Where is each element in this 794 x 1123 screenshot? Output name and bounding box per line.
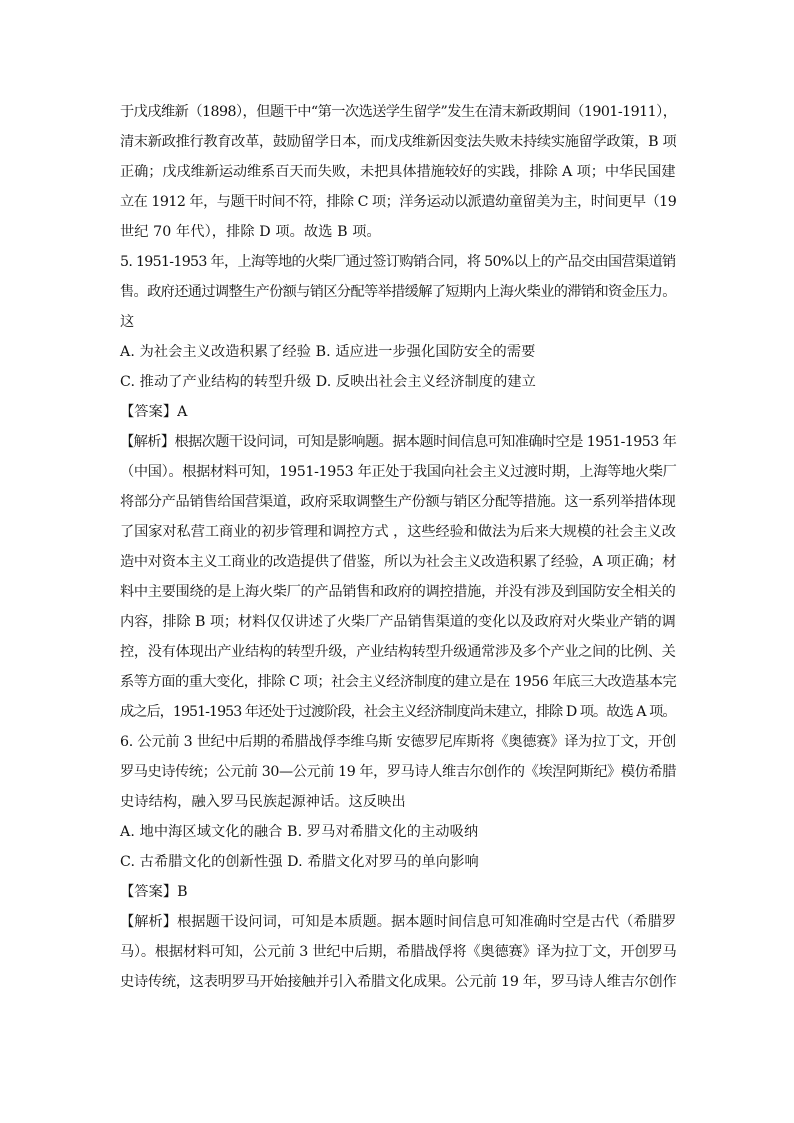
- question-6-stem: 史诗结构，融入罗马民族起源神话。这反映出: [120, 794, 406, 810]
- question-5-stem: 5. 1951-1953 年，上海等地的火柴厂通过签订购销合同，将 50%以上的产品交由国营渠道销: [120, 254, 676, 270]
- question-5-analysis: 系等方面的重大变化，排除 C 项；社会主义经济制度的建立是在 1956 年底三大改造基本完: [120, 674, 677, 690]
- question-6-answer: 【答案】B: [120, 884, 188, 900]
- question-6-analysis: 【解析】根据题干设问词，可知是本质题。据本题时间信息可知准确时空是古代（希腊罗: [120, 914, 677, 930]
- question-5-analysis: 了国家对私营工商业的初步管理和调控方式 ，这些经验和做法为后来大规模的社会主义改: [120, 524, 676, 540]
- question-5-analysis: 内容，排除 B 项；材料仅仅讲述了火柴厂产品销售渠道的变化以及政府对火柴业产销的调: [120, 614, 676, 630]
- text-line: 于戊戌维新（1898），但题干中“第一次选送学生留学”发生在清末新政期间（1901-1911），: [120, 104, 677, 120]
- text-line: 正确；戊戌维新运动维系百天而失败，未把具体措施较好的实践，排除 A 项；中华民国建: [120, 164, 676, 180]
- question-6-stem: 6. 公元前 3 世纪中后期的希腊战俘李维乌斯 安德罗尼库斯将《奥德赛》译为拉丁文，开创: [120, 734, 676, 750]
- question-5-stem: 售。政府还通过调整生产份额与销区分配等举措缓解了短期内上海火柴业的滞销和资金压力。: [120, 284, 676, 300]
- question-6-analysis: 马）。根据材料可知，公元前 3 世纪中后期，希腊战俘将《奥德赛》译为拉丁文，开创罗马: [120, 944, 677, 960]
- question-5-analysis: 控，没有体现出产业结构的转型升级，产业结构转型升级通常涉及多个产业之间的比例、关: [120, 644, 676, 660]
- text-line: 世纪 70 年代），排除 D 项。故选 B 项。: [120, 224, 381, 240]
- question-5-analysis: 成之后，1951-1953 年还处于过渡阶段，社会主义经济制度尚未建立，排除 D 项。故选 A 项。: [120, 704, 676, 720]
- question-5-analysis: 料中主要围绕的是上海火柴厂的产品销售和政府的调控措施，并没有涉及到国防安全相关的: [120, 584, 676, 600]
- text-line: 立在 1912 年，与题干时间不符，排除 C 项；洋务运动以派遣幼童留美为主，时间更早（19: [120, 194, 677, 210]
- question-5-options: A. 为社会主义改造积累了经验 B. 适应进一步强化国防安全的需要: [120, 344, 536, 360]
- question-5-stem: 这: [120, 314, 135, 330]
- question-5-analysis: （中国）。根据材料可知，1951-1953 年正处于我国向社会主义过渡时期，上海等地火柴厂: [120, 464, 677, 480]
- text-line: 清末新政推行教育改革，鼓励留学日本，而戊戌维新因变法失败未持续实施留学政策，B 项: [120, 134, 677, 150]
- question-6-stem: 罗马史诗传统；公元前 30—公元前 19 年，罗马诗人维吉尔创作的《埃涅阿斯纪》模仿希腊: [120, 764, 676, 780]
- question-5-analysis: 造中对资本主义工商业的改造提供了借鉴，所以为社会主义改造积累了经验，A 项正确；材: [120, 554, 677, 570]
- question-5-options: C. 推动了产业结构的转型升级 D. 反映出社会主义经济制度的建立: [120, 374, 536, 390]
- question-5-analysis: 【解析】根据次题干设问词，可知是影响题。据本题时间信息可知准确时空是 1951-1953 年: [120, 434, 677, 450]
- question-6-options: A. 地中海区域文化的融合 B. 罗马对希腊文化的主动吸纳: [120, 824, 479, 840]
- question-6-options: C. 古希腊文化的创新性强 D. 希腊文化对罗马的单向影响: [120, 854, 479, 870]
- question-6-analysis: 史诗传统，这表明罗马开始接触并引入希腊文化成果。公元前 19 年，罗马诗人维吉尔创作: [120, 974, 677, 990]
- question-5-analysis: 将部分产品销售给国营渠道，政府采取调整生产份额与销区分配等措施。这一系列举措体现: [120, 494, 676, 510]
- question-5-answer: 【答案】A: [120, 404, 188, 420]
